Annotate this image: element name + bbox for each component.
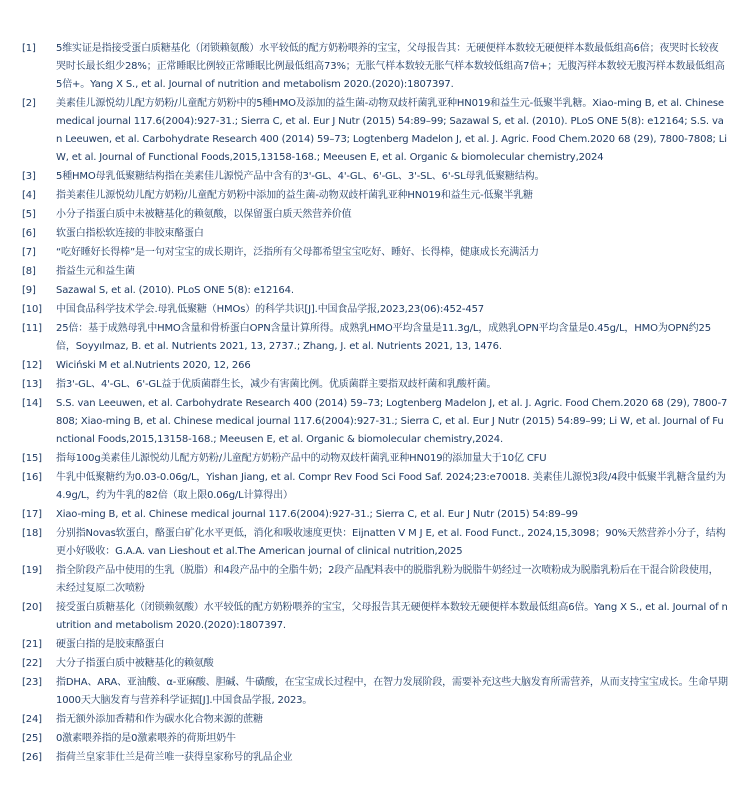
reference-number: [23]	[22, 677, 42, 688]
reference-item	[22, 225, 728, 243]
reference-text: 指3'-GL、4'-GL、6'-GL益于优质菌群生长，减少有害菌比例。优质菌群主要指双歧杆菌和乳酸杆菌。	[56, 379, 497, 390]
reference-item	[22, 506, 728, 524]
reference-item	[22, 636, 728, 654]
reference-number: [14]	[22, 398, 42, 409]
reference-number: [6]	[22, 228, 36, 239]
reference-item	[22, 206, 728, 224]
reference-number: [19]	[22, 565, 42, 576]
reference-item	[22, 357, 728, 375]
reference-text: 小分子指蛋白质中未被糖基化的赖氨酸，以保留蛋白质天然营养价值	[56, 209, 352, 220]
reference-item	[22, 376, 728, 394]
reference-text: 指美素佳儿源悦幼儿配方奶粉/儿童配方奶粉中添加的益生菌-动物双歧杆菌乳亚种HN019和益生元-低聚半乳糖	[56, 190, 533, 201]
reference-text: 分别指Novas软蛋白，酪蛋白矿化水平更低，消化和吸收速度更快：Eijnatten V M J E, et al. Food Funct., 2024,15,3098；90%天然营养小分子，结构更小好吸收：G.A.A. van Lieshout et al.The American journal of clinical nutrition,2025	[56, 528, 726, 557]
reference-number: [3]	[22, 171, 36, 182]
reference-text: Wiciński M et al.Nutrients 2020, 12, 266	[56, 360, 251, 371]
reference-item	[22, 168, 728, 186]
reference-number: [26]	[22, 752, 42, 763]
reference-item	[22, 95, 728, 167]
reference-number: [18]	[22, 528, 42, 539]
reference-text: 软蛋白指松软连接的非胶束酪蛋白	[56, 228, 204, 239]
reference-text: “吃好睡好长得棒”是一句对宝宝的成长期许，泛指所有父母都希望宝宝吃好、睡好、长得棒，健康成长充满活力	[56, 247, 539, 258]
reference-text: 美素佳儿源悦幼儿配方奶粉/儿童配方奶粉中的5種HMO及添加的益生菌-动物双歧杆菌乳亚种HN019和益生元-低聚半乳糖。Xiao-ming B, et al. Chinese medical journal 117.6(2004):927-31.; Sierra C, et al. Eur J Nutr (2015) 54:89–99; Sazawal S, et al. (2010). PLoS ONE 5(8): e12164; S.S. van Leeuwen, et al. Carbohydrate Research 400 (2014) 59–73; Logtenberg Madelon J, et al. J. Agric. Food Chem.2020 68 (29), 7800-7808; Li W, et al. Journal of Functional Foods,2015,13158-168.; Meeusen E, et al. Organic & biomolecular chemistry,2024	[56, 98, 727, 163]
reference-item	[22, 469, 728, 505]
reference-number: [12]	[22, 360, 42, 371]
reference-number: [13]	[22, 379, 42, 390]
reference-number: [20]	[22, 602, 42, 613]
reference-item	[22, 301, 728, 319]
reference-number: [8]	[22, 266, 36, 277]
reference-item	[22, 711, 728, 729]
reference-item	[22, 244, 728, 262]
reference-text: S.S. van Leeuwen, et al. Carbohydrate Research 400 (2014) 59–73; Logtenberg Madelon J, et al. J. Agric. Food Chem.2020 68 (29), 7800-7808; Xiao-ming B, et al. Chinese medical journal 117.6(2004):927-31.; Sierra C, et al. Eur J Nutr (2015) 54:89–99; Li W, et al. Journal of Functional Foods,2015,13158-168.; Meeusen E, et al. Organic & biomolecular chemistry,2024.	[56, 398, 728, 445]
reference-item	[22, 282, 728, 300]
reference-list	[22, 40, 728, 768]
reference-item	[22, 187, 728, 205]
reference-number: [16]	[22, 472, 42, 483]
reference-text: Xiao-ming B, et al. Chinese medical journal 117.6(2004):927-31.; Sierra C, et al. Eur J Nutr (2015) 54:89–99	[56, 509, 578, 520]
reference-text: 指全阶段产品中使用的生乳（脱脂）和4段产品中的全脂牛奶；2段产品配料表中的脱脂乳粉为脱脂牛奶经过一次喷粉成为脱脂乳粉后在干混合阶段使用，未经过复原二次喷粉	[56, 565, 719, 594]
reference-item	[22, 40, 728, 94]
reference-text: 指DHA、ARA、亚油酸、α-亚麻酸、胆碱、牛磺酸，在宝宝成长过程中，在智力发展阶段，需要补充这些大脑发育所需营养，从而支持宝宝成长。生命早期1000天大脑发育与营养科学证据[J].中国食品学报, 2023。	[56, 677, 728, 706]
reference-text: 牛乳中低聚糖约为0.03-0.06g/L，Yishan Jiang, et al. Compr Rev Food Sci Food Saf. 2024;23:e70018. 美素佳儿源悦3段/4段中低聚半乳糖含量约为4.9g/L，约为牛乳的82倍（取上限0.06g/L计算得出）	[56, 472, 726, 501]
reference-text: Sazawal S, et al. (2010). PLoS ONE 5(8): e12164.	[56, 285, 294, 296]
reference-number: [7]	[22, 247, 36, 258]
reference-number: [25]	[22, 733, 42, 744]
reference-item	[22, 263, 728, 281]
reference-text: 大分子指蛋白质中被糖基化的赖氨酸	[56, 658, 214, 669]
reference-number: [24]	[22, 714, 42, 725]
reference-item	[22, 395, 728, 449]
reference-item	[22, 749, 728, 767]
reference-text: 接受蛋白质糖基化（闭锁赖氨酸）水平较低的配方奶粉喂养的宝宝，父母报告其无硬便样本数较无硬便样本数最低组高6倍。Yang X S., et al. Journal of nutrition and metabolism 2020.(2020):1807397.	[56, 602, 728, 631]
reference-number: [5]	[22, 209, 36, 220]
reference-number: [21]	[22, 639, 42, 650]
reference-text: 指荷兰皇家菲仕兰是荷兰唯一获得皇家称号的乳品企业	[56, 752, 293, 763]
reference-item	[22, 730, 728, 748]
reference-text: 0激素喂养指的是0激素喂养的荷斯坦奶牛	[56, 733, 236, 744]
reference-text: 5维实证是指接受蛋白质糖基化（闭锁赖氨酸）水平较低的配方奶粉喂养的宝宝，父母报告其：无硬便样本数较无硬便样本数最低组高6倍；夜哭时长较夜哭时长最长组少28%；正常睡眠比例较正常睡眠比例最低组高73%；无胀气样本数较无胀气样本数较低组高7倍+；无腹泻样本数较无腹泻样本数最低组高5倍+。Yang X S., et al. Journal of nutrition and metabolism 2020.(2020):1807397.	[56, 43, 725, 90]
reference-item	[22, 525, 728, 561]
reference-number: [22]	[22, 658, 42, 669]
reference-text: 25倍：基于成熟母乳中HMO含量和骨桥蛋白OPN含量计算所得。成熟乳HMO平均含量是11.3g/L，成熟乳OPN平均含量是0.45g/L，HMO为OPN约25倍，Soyyılmaz, B. et al. Nutrients 2021, 13, 2737.; Zhang, J. et al. Nutrients 2021, 13, 1476.	[56, 323, 711, 352]
reference-number: [11]	[22, 323, 42, 334]
reference-number: [17]	[22, 509, 42, 520]
reference-item	[22, 450, 728, 468]
reference-text: 指每100g美素佳儿源悦幼儿配方奶粉/儿童配方奶粉产品中的动物双歧杆菌乳亚种HN019的添加量大于10亿 CFU	[56, 453, 547, 464]
reference-item	[22, 599, 728, 635]
reference-text: 硬蛋白指的是胶束酪蛋白	[56, 639, 165, 650]
reference-text: 中国食品科学技术学会.母乳低聚糖（HMOs）的科学共识[J].中国食品学报,2023,23(06):452-457	[56, 304, 484, 315]
reference-text: 指无额外添加香精和作为碳水化合物来源的蔗糖	[56, 714, 263, 725]
reference-number: [2]	[22, 98, 36, 109]
reference-item	[22, 562, 728, 598]
reference-number: [1]	[22, 43, 36, 54]
reference-number: [10]	[22, 304, 42, 315]
reference-number: [4]	[22, 190, 36, 201]
reference-item	[22, 674, 728, 710]
reference-number: [15]	[22, 453, 42, 464]
reference-text: 指益生元和益生菌	[56, 266, 135, 277]
reference-item	[22, 320, 728, 356]
reference-item	[22, 655, 728, 673]
reference-number: [9]	[22, 285, 36, 296]
reference-text: 5種HMO母乳低聚糖结构指在美素佳儿源悦产品中含有的3'-GL、4'-GL、6'-GL、3'-SL、6'-SL母乳低聚糖结构。	[56, 171, 545, 182]
